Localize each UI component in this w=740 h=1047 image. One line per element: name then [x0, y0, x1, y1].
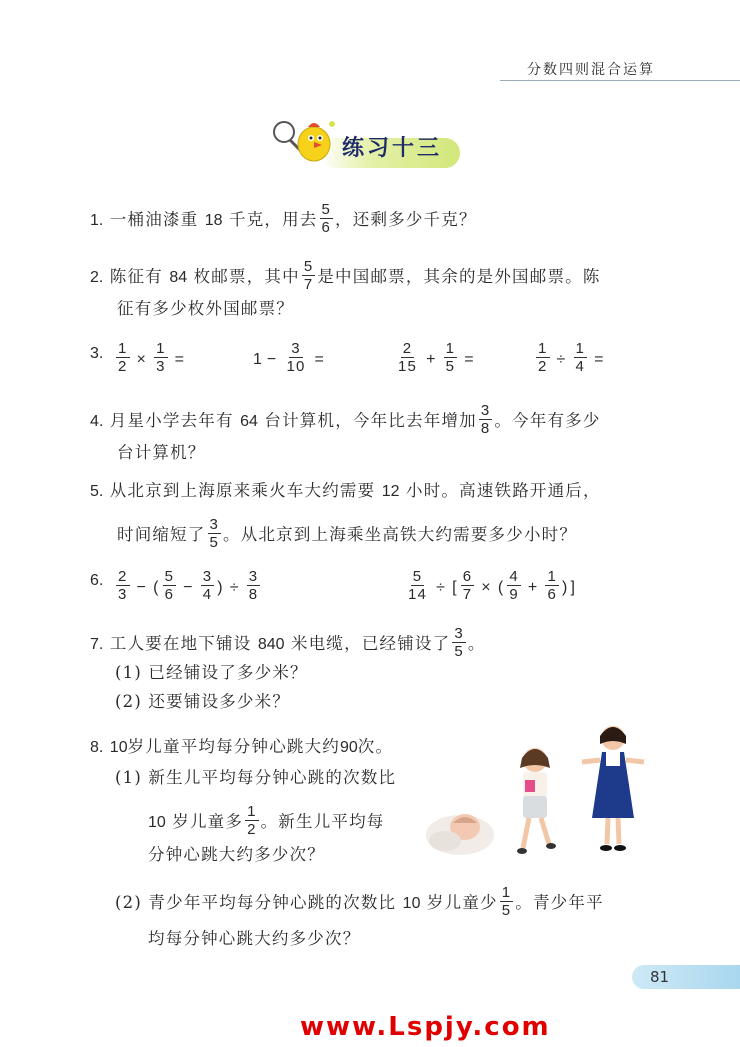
- question-8-sub-1-line3: 分钟心跳大约多少次？: [148, 845, 325, 864]
- question-7: 7. 工人要在地下铺设 840 米电缆，已经铺设了 $\frac{3}{5}$ 。: [90, 625, 486, 660]
- question-8-sub-1: (1) 新生儿平均每分钟心跳的次数比: [115, 768, 397, 787]
- question-8-sub-1-line2: 10 岁儿童多 $\frac{1}{2}$ 。新生儿平均每: [148, 803, 385, 838]
- question-7-sub-2: (2) 还要铺设多少米？: [115, 692, 291, 711]
- question-5: 5. 从北京到上海原来乘火车大约需要 12 小时。高速铁路开通后，: [90, 481, 601, 500]
- girl-child-image: [505, 740, 565, 858]
- question-4-line2: 台计算机？: [117, 443, 206, 462]
- question-3-expr-1: $\frac{1}{2}$ × $\frac{1}{3}$ =: [118, 340, 186, 375]
- question-2: 2. 陈征有 84 枚邮票，其中 $\frac{5}{7}$ 是中国邮票，其余的是外国邮票。陈: [90, 258, 601, 293]
- question-1: 1. 一桶油漆重 18 千克，用去 $\frac{5}{6}$ ，还剩多少千克？: [90, 201, 477, 236]
- question-8-sub-2: (2) 青少年平均每分钟心跳的次数比 10 岁儿童少 $\frac{1}{5}$ 。青少年平: [115, 884, 604, 919]
- page-number-tab: [632, 965, 740, 989]
- section-header: 分数四则混合运算: [527, 62, 655, 78]
- teenage-girl-image: [578, 720, 648, 856]
- question-3-number: 3.: [90, 345, 104, 362]
- exercise-title: 练习十三: [342, 136, 443, 161]
- question-6-number: 6.: [90, 572, 104, 589]
- question-7-sub-1: (1) 已经铺设了多少米？: [115, 663, 308, 682]
- header-rule: [500, 80, 740, 81]
- question-8-sub-2-line2: 均每分钟心跳大约多少次？: [148, 929, 361, 948]
- question-4: 4. 月星小学去年有 64 台计算机，今年比去年增加 $\frac{3}{8}$ 。今年有多少: [90, 402, 601, 437]
- question-6-expr-2: $\frac{5}{14}$ ÷ [ $\frac{6}{7}$ × ( $\frac{4}{9}$ + $\frac{1}{6}$ ) ]: [408, 568, 577, 603]
- fraction: $\frac{5}{7}$: [303, 258, 314, 293]
- question-6-expr-1: $\frac{2}{3}$ − ( $\frac{5}{6}$ − $\frac{3}{4}$ ) ÷ $\frac{3}{8}$: [118, 568, 259, 603]
- chick-mascot-icon: [268, 118, 338, 166]
- newborn-baby-image: [425, 805, 495, 857]
- question-8: 8. 10岁儿童平均每分钟心跳大约90次。: [90, 737, 394, 756]
- fraction: $\frac{5}{6}$: [321, 201, 332, 236]
- question-2-line2: 征有多少枚外国邮票？: [117, 299, 294, 318]
- question-3-expr-4: $\frac{1}{2}$ ÷ $\frac{1}{4}$ =: [538, 340, 605, 375]
- question-3-expr-2: 1 − $\frac{3}{10}$ =: [253, 340, 326, 375]
- watermark: www.Lspjy.com: [300, 1012, 551, 1042]
- question-5-line2: 时间缩短了 $\frac{3}{5}$ 。从北京到上海乘坐高铁大约需要多少小时？: [117, 516, 578, 551]
- page-number: 81: [650, 968, 670, 986]
- question-3-expr-3: $\frac{2}{15}$ + $\frac{1}{5}$ =: [398, 340, 475, 375]
